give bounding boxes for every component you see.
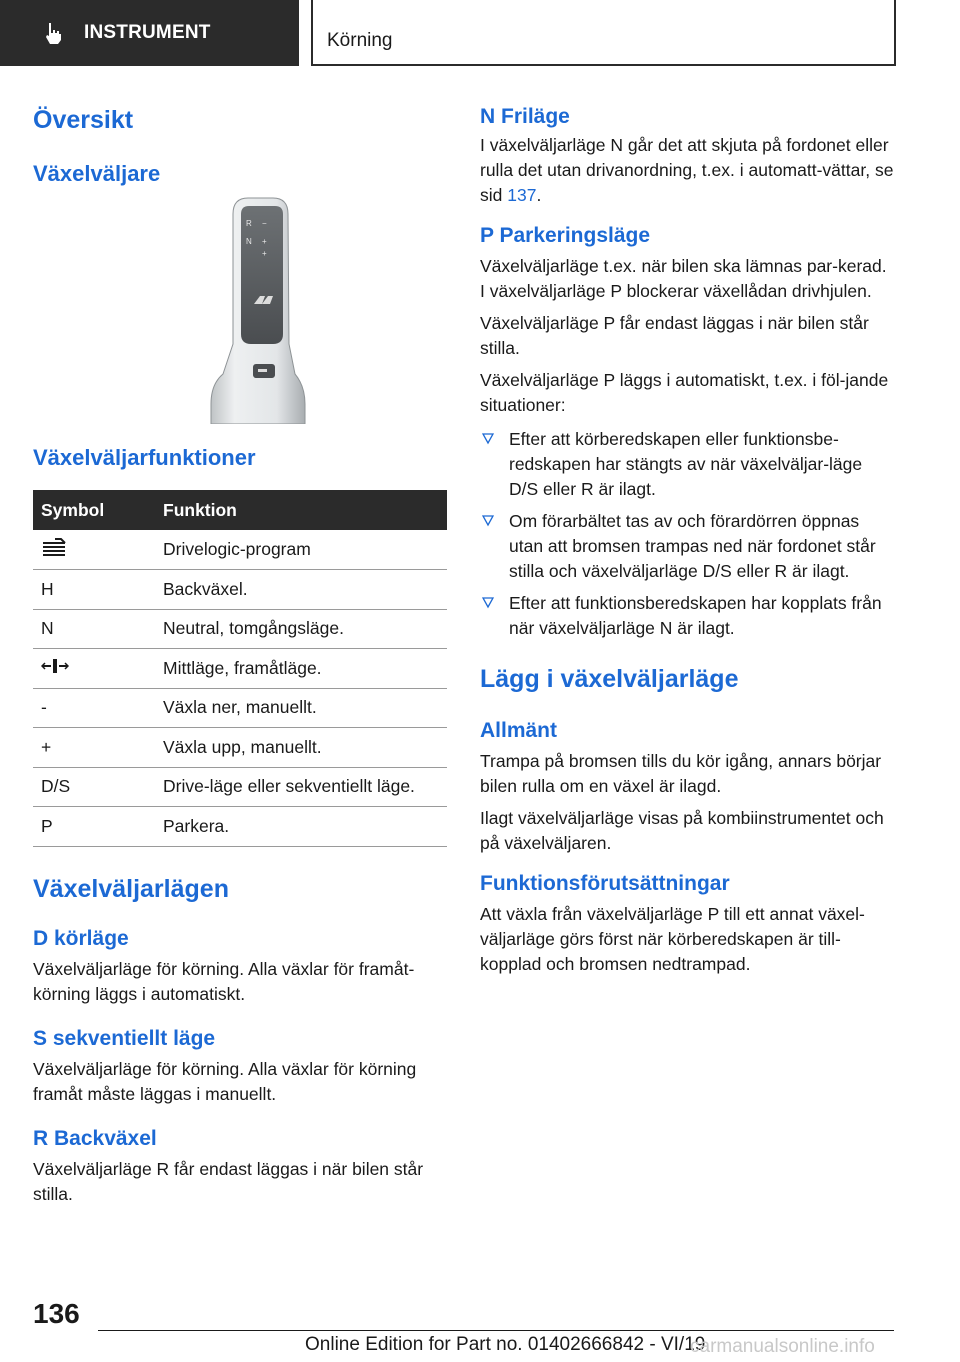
modes-heading: Växelväljarlägen [33,874,229,903]
section-label: INSTRUMENT [84,22,211,43]
table-cell-function: Backväxel. [155,570,447,610]
d-mode-text: Växelväljarläge för körning. Alla växlar för framåt-körning läggs i automatiskt. [33,958,415,1004]
general-heading: Allmänt [480,719,558,742]
table-row [33,688,447,728]
table-row [33,807,447,847]
table-cell-symbol: N [33,609,155,649]
overview-heading: Översikt [33,106,134,134]
table-cell-symbol: P [33,807,155,847]
p-mode-text-1: Växelväljarläge t.ex. när bilen ska lämnas par-kerad. I växelväljarläge P blockerar växellådan drivhjulen. [480,256,887,301]
right-column [480,100,894,977]
table-header-symbol: Symbol [33,490,155,530]
list-item-text: Efter att funktionsberedskapen har kopplats från när växelväljarläge N är ilagt. [509,593,882,638]
n-mode-text [480,133,894,208]
table-cell-function: Mittläge, framåtläge. [155,649,447,689]
shifter-heading: Växelväljare [33,161,161,186]
table-row [33,649,447,689]
list-item [480,427,894,502]
general-text-1: Trampa på bromsen tills du kör igång, annars börjar bilen rulla om en växel är ilagd. [480,751,882,796]
page-link[interactable]: 137 [507,185,537,205]
auto-park-list [480,427,894,641]
n-mode-text-end: . [536,185,542,205]
section-tab [0,0,299,66]
table-cell-function: Neutral, tomgångsläge. [155,609,447,649]
d-mode-heading: D körläge [33,926,129,950]
s-mode-heading: S sekventiellt läge [33,1026,216,1050]
prereq-heading: Funktionsförutsättningar [480,872,730,895]
functions-table [33,490,447,847]
table-cell-function: Parkera. [155,807,447,847]
table-cell-symbol: + [33,728,155,768]
general-text-2: Ilagt växelväljarläge visas på kombiinstrumentet och på växelväljaren. [480,808,884,853]
svg-text:−: − [262,219,267,228]
s-mode-text: Växelväljarläge för körning. Alla växlar för körning framåt måste läggas i manuellt. [33,1058,417,1104]
drivelogic-icon [41,537,67,557]
table-row [33,728,447,768]
table-row [33,767,447,807]
table-cell-symbol: D/S [33,767,155,807]
engage-heading: Lägg i växelväljarläge [480,665,739,693]
gear-selector-illustration [33,194,447,424]
n-mode-heading: N Friläge [480,105,570,128]
table-cell-function: Växla upp, manuellt. [155,728,447,768]
table-cell-symbol [33,530,155,570]
hand-pointer-icon [40,20,66,46]
table-row [33,570,447,610]
n-mode-text-body: I växelväljarläge N går det att skjuta på fordonet eller rulla det utan drivanordning, t.ex. i automatt-vättar, se sid [480,135,894,205]
table-header-function: Funktion [155,490,447,530]
chapter-tab [311,0,896,66]
list-item [480,591,894,641]
page-header [0,0,960,66]
gear-selector-image [33,194,447,424]
left-column [33,100,447,1207]
svg-text:+: + [262,249,267,258]
table-cell-function: Växla ner, manuellt. [155,688,447,728]
triangle-bullet-icon [482,597,494,609]
svg-text:+: + [262,237,267,246]
prereq-text: Att växla från växelväljarläge P till ett annat växel-väljarläge görs först när körberedskapen är till-kopplad och bromsen nedtrampad. [480,904,865,974]
p-mode-text-3: Växelväljarläge P läggs i automatiskt, t.ex. i föl-jande situationer: [480,370,889,415]
center-position-icon [41,656,69,676]
table-header-row [33,490,447,530]
footer-edition: Online Edition for Part no. 01402666842 - VI/19 [305,1334,706,1355]
watermark: carmanualsonline.info [690,1336,875,1357]
table-cell-symbol [33,649,155,689]
r-mode-text: Växelväljarläge R får endast läggas i när bilen står stilla. [33,1158,424,1204]
svg-text:N: N [246,237,252,246]
functions-heading: Växelväljarfunktioner [33,445,256,470]
table-cell-symbol: - [33,688,155,728]
p-mode-heading: P Parkeringsläge [480,224,651,247]
table-row [33,609,447,649]
triangle-bullet-icon [482,515,494,527]
list-item [480,509,894,584]
footer-rule [98,1330,894,1331]
list-item-text: Om förarbältet tas av och förardörren öppnas utan att bromsen trampas ned när fordonet står stilla och växelväljarläge D/S eller R är ilagt. [509,511,876,581]
table-cell-symbol: H [33,570,155,610]
p-mode-text-2: Växelväljarläge P får endast läggas i när bilen står stilla. [480,313,869,358]
svg-text:R: R [246,219,252,228]
r-mode-heading: R Backväxel [33,1126,157,1150]
table-cell-function: Drivelogic-program [155,530,447,570]
triangle-bullet-icon [482,433,494,445]
table-cell-function: Drive-läge eller sekventiellt läge. [155,767,447,807]
chapter-label: Körning [327,30,393,51]
page-number: 136 [33,1298,80,1329]
list-item-text: Efter att körberedskapen eller funktionsbe-redskapen har stängts av när växelväljar-läge D/S eller R är ilagt. [509,429,863,499]
table-row [33,530,447,570]
